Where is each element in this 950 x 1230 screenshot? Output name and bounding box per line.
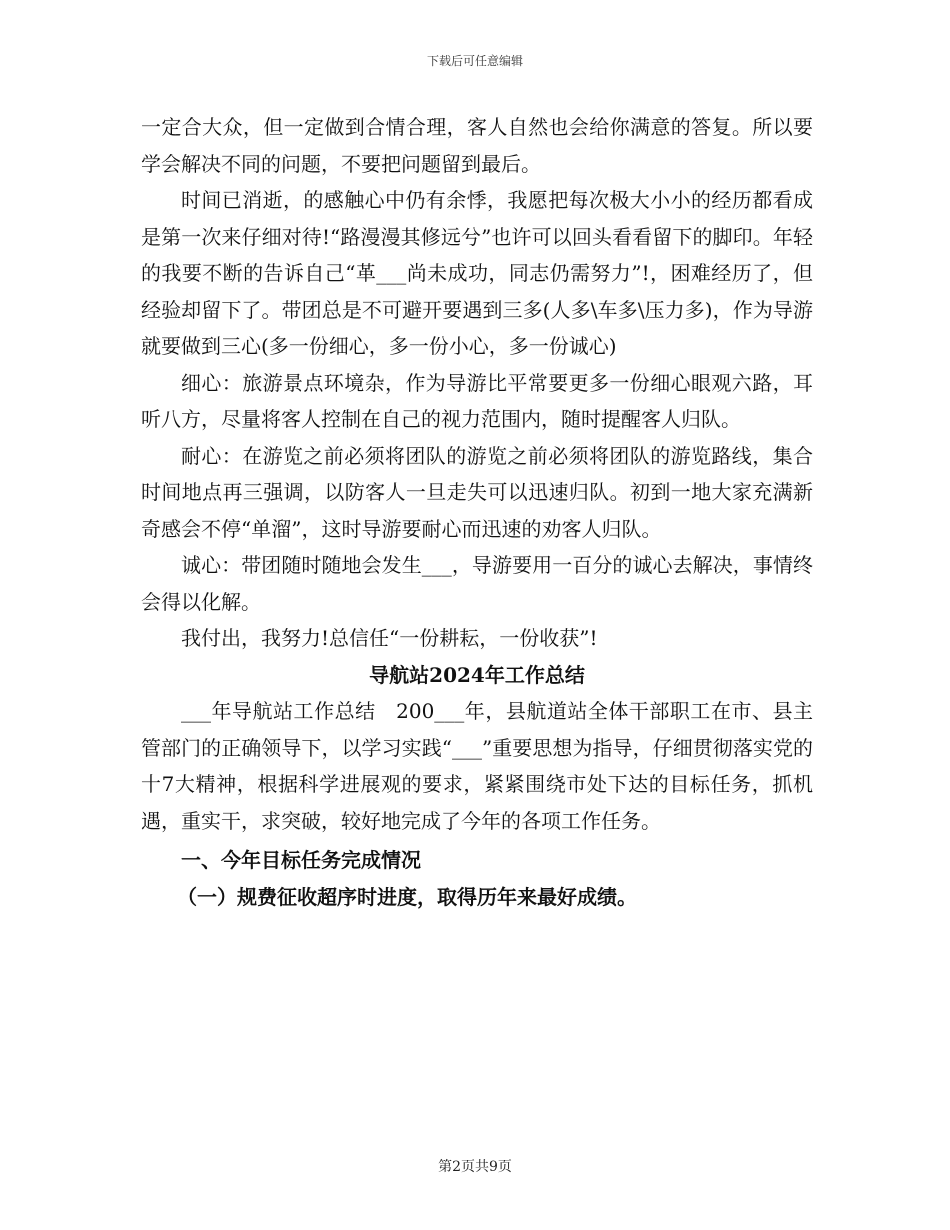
paragraph-summary: ___年导航站工作总结 200___年，县航道站全体干部职工在市、县主管部门的正确领导下，以学习实践“___”重要思想为指导，仔细贯彻落实党的十7大精神，根据科学进展观的要求，紧紧围绕市处下达的目标任务，抓机遇，重实干，求突破，较好地完成了今年的各项工作任务。 (141, 699, 813, 833)
page-number: 第2页共9页 (438, 1159, 512, 1175)
heading-level-2: （一）规费征收超序时进度，取得历年来最好成绩。 (177, 884, 637, 909)
paragraph-patient: 耐心：在游览之前必须将团队的游览之前必须将团队的游览路线，集合时间地点再三强调，以防客人一旦走失可以迅速归队。初到一地大家充满新奇感会不停“单溜”，这时导游要耐心而迅速的劝客人归队。 (141, 443, 813, 541)
document-body (141, 109, 813, 915)
paragraph-careful: 细心：旅游景点环境杂，作为导游比平常要更多一份细心眼观六路，耳听八方，尽量将客人控制在自己的视力范围内，随时提醒客人归队。 (141, 370, 813, 431)
paragraph-continuation: 一定合大众，但一定做到合情合理，客人自然也会给你满意的答复。所以要学会解决不同的问题，不要把问题留到最后。 (141, 115, 813, 176)
paragraph-reflection: 时间已消逝，的感触心中仍有余悸，我愿把每次极大小小的经历都看成是第一次来仔细对待!“路漫漫其修远兮”也许可以回头看看留下的脚印。年轻的我要不断的告诉自己“革___尚未成功，同志仍需努力”!，困难经历了，但经验却留下了。带团总是不可避开要遇到三多(人多\车多\压力多)，作为导游就要做到三心(多一份细心，多一份小心，多一份诚心) (141, 188, 813, 358)
page-header: 下载后可任意编辑 (426, 54, 523, 68)
paragraph-sincere: 诚心：带团随时随地会发生___，导游要用一百分的诚心去解决，事情终会得以化解。 (141, 553, 813, 614)
paragraph-closing: 我付出，我努力!总信任“一份耕耘，一份收获”! (181, 626, 598, 650)
section-title: 导航站2024年工作总结 (369, 662, 585, 687)
heading-level-1: 一、今年目标任务完成情况 (181, 848, 421, 872)
